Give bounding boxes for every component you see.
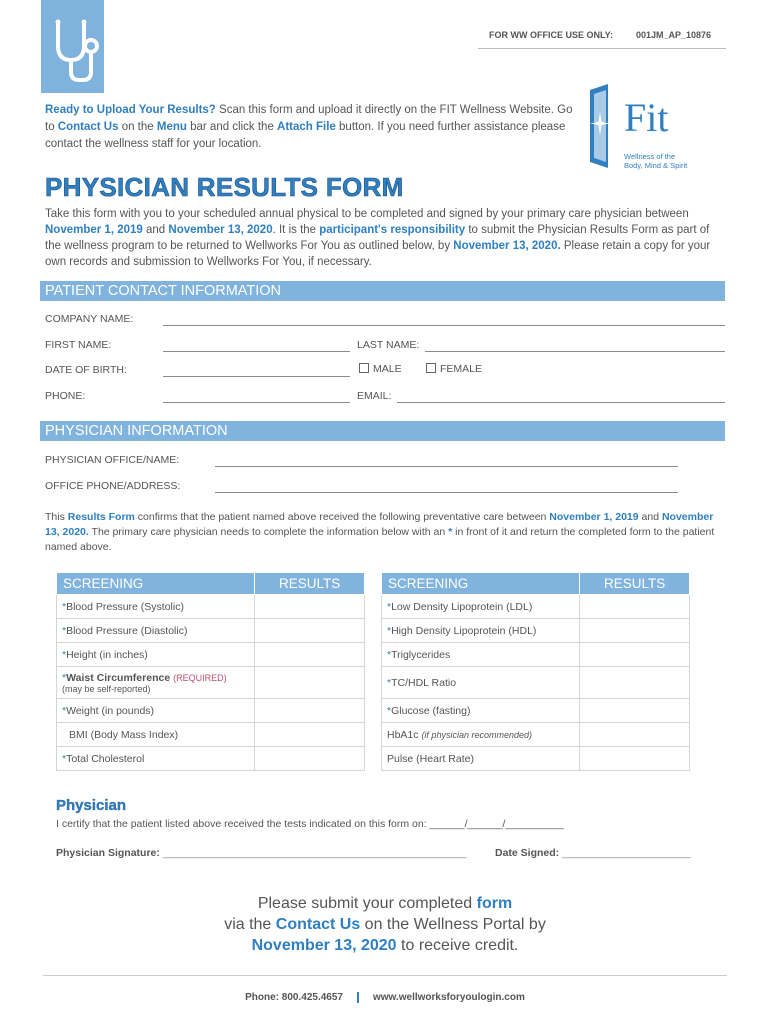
fit-logo [588, 82, 693, 177]
male-checkbox[interactable] [359, 363, 369, 373]
submit-text: on the Wellness Portal by [360, 916, 546, 933]
date-end: November 13, 2020. [45, 511, 714, 538]
menu-ref: Menu [156, 121, 187, 133]
stethoscope-icon [41, 0, 104, 93]
footer-divider [43, 975, 727, 976]
first-name-field[interactable] [163, 351, 350, 352]
table-row [382, 619, 690, 643]
table-row [382, 723, 690, 747]
footer [0, 992, 770, 1003]
footer-website-link[interactable]: www.wellworksforyoulogin.com [372, 992, 525, 1004]
result-cell[interactable] [255, 667, 365, 699]
confirm-text: The primary care physician needs to complete the information below with an [88, 526, 449, 538]
female-label: FEMALE [440, 363, 483, 375]
office-phone-label: OFFICE PHONE/ADDRESS: [45, 480, 181, 492]
table-row [57, 747, 365, 771]
signature-label [56, 847, 466, 859]
intro-text: Take this form with you to your scheduled annual physical to be completed and signed by your primary care physician between [45, 208, 689, 220]
screening-label: Weight (in pounds) [66, 704, 155, 717]
required-star: * [448, 526, 453, 538]
phone-field[interactable] [163, 402, 350, 403]
fit-word: Fit [624, 95, 669, 140]
result-cell[interactable] [255, 699, 365, 723]
screening-label: TC/HDL Ratio [391, 676, 457, 689]
results-form-ref: Results Form [67, 511, 135, 523]
email-field[interactable] [397, 402, 725, 403]
required-note: (REQUIRED) [173, 672, 227, 683]
confirm-text: This [45, 511, 68, 523]
confirm-paragraph [45, 510, 727, 555]
required-star: * [387, 624, 392, 637]
page-title: PHYSICIAN RESULTS FORM [45, 172, 404, 202]
result-cell[interactable] [255, 747, 365, 771]
screening-label: Pulse (Heart Rate) [387, 752, 474, 765]
result-cell[interactable] [255, 619, 365, 643]
date-start: November 1, 2019 [45, 224, 143, 236]
footer-phone: Phone: 800.425.4657 [245, 992, 343, 1004]
screening-label: Glucose (fasting) [391, 704, 471, 717]
required-star: * [62, 704, 67, 717]
screening-label: HbA1c [387, 728, 419, 741]
submit-text: Please submit your completed [257, 895, 477, 912]
date-start: November 1, 2019 [549, 511, 639, 523]
confirm-text: and [638, 511, 662, 523]
male-label: MALE [373, 363, 402, 375]
required-star: * [62, 648, 67, 661]
logo-box [41, 0, 104, 93]
screening-subnote: (may be self-reported) [62, 683, 151, 694]
intro-text: to submit the Physician Results Form as part of the wellness program to be returned to Wellworks For You as outlined below, by [45, 224, 710, 252]
attach-file-ref: Attach File [277, 121, 336, 133]
phone-label: PHONE: [45, 390, 86, 402]
date-deadline: November 13, 2020. [453, 240, 561, 252]
table-row [382, 747, 690, 771]
screening-table-left [56, 572, 365, 771]
physician-title: Physician [56, 797, 127, 814]
result-cell[interactable] [580, 747, 690, 771]
table-row [57, 667, 365, 699]
screening-label: High Density Lipoprotein (HDL) [391, 624, 537, 637]
intro-paragraph [45, 206, 725, 270]
screening-label: Height (in inches) [66, 648, 148, 661]
result-cell[interactable] [580, 699, 690, 723]
submit-text: via the [224, 916, 276, 933]
intro-text: . It is the [272, 224, 320, 236]
company-name-label: COMPANY NAME: [45, 313, 134, 325]
result-cell[interactable] [255, 643, 365, 667]
required-star: * [62, 752, 67, 765]
table-row [382, 595, 690, 619]
date-signed-label [495, 847, 691, 859]
table-row [382, 643, 690, 667]
upload-text: button. If you need further assistance please contact the wellness staff for your location. [45, 121, 566, 150]
result-cell[interactable] [580, 667, 690, 699]
physician-office-label: PHYSICIAN OFFICE/NAME: [45, 454, 180, 466]
screening-label: Low Density Lipoprotein (LDL) [391, 600, 533, 613]
screening-label: Triglycerides [391, 648, 451, 661]
patient-section-heading: PATIENT CONTACT INFORMATION [40, 281, 725, 301]
female-checkbox[interactable] [426, 363, 436, 373]
table-row [382, 667, 690, 699]
fit-tagline-1: Wellness of the [624, 152, 676, 161]
upload-instructions [45, 102, 585, 153]
confirm-text: confirms that the patient named above received the following preventative care between [134, 511, 550, 523]
required-star: * [62, 624, 67, 637]
date-signed-field[interactable]: ______________________ [562, 847, 691, 859]
physician-section-heading: PHYSICIAN INFORMATION [40, 421, 725, 441]
last-name-field[interactable] [425, 351, 725, 352]
upload-lead: Ready to Upload Your Results? [45, 104, 216, 116]
footer-separator [357, 992, 359, 1003]
upload-text: Scan this form and upload it directly on the FIT Wellness Website. Go to [45, 104, 573, 133]
required-star: * [62, 600, 67, 613]
submit-instructions [0, 893, 770, 956]
fit-tagline-2: Body, Mind & Spirit [624, 161, 688, 170]
company-name-field[interactable] [163, 325, 725, 326]
table-row [57, 595, 365, 619]
table-row [57, 619, 365, 643]
physician-office-field[interactable] [215, 466, 678, 467]
required-star: * [387, 600, 392, 613]
upload-text: on the [118, 121, 157, 133]
required-star: * [387, 648, 392, 661]
screening-table-right [381, 572, 690, 771]
certify-text: I certify that the patient listed above received the tests indicated on this form on: ______/______/__________ [56, 818, 564, 830]
table-row [382, 699, 690, 723]
intro-text: and [142, 224, 169, 236]
required-star: * [387, 704, 392, 717]
upload-text: bar and click the [186, 121, 278, 133]
screening-header: SCREENING [382, 573, 580, 595]
screening-note: (if physician recommended) [421, 729, 532, 740]
table-row [57, 723, 365, 747]
form-ref: form [476, 895, 513, 912]
office-code: 001JM_AP_10876 [636, 30, 712, 40]
required-star: * [387, 676, 392, 689]
result-cell[interactable] [580, 643, 690, 667]
result-cell[interactable] [255, 723, 365, 747]
dob-label: DATE OF BIRTH: [45, 364, 127, 376]
result-cell[interactable] [580, 619, 690, 643]
results-header: RESULTS [255, 573, 365, 595]
screening-label: Blood Pressure (Systolic) [66, 600, 184, 613]
submit-deadline: November 13, 2020 [251, 937, 397, 954]
date-signed-label-text: Date Signed: [495, 847, 560, 859]
signature-field[interactable]: ____________________________________________________ [162, 847, 467, 859]
screening-header: SCREENING [57, 573, 255, 595]
contact-us-link[interactable]: Contact Us [57, 121, 119, 133]
results-header: RESULTS [580, 573, 690, 595]
required-star: * [62, 671, 67, 684]
date-end: November 13, 2020 [168, 224, 273, 236]
result-cell[interactable] [255, 595, 365, 619]
office-phone-field[interactable] [215, 492, 678, 493]
signature-label-text: Physician Signature: [56, 847, 160, 859]
contact-us-link[interactable]: Contact Us [275, 916, 361, 933]
email-label: EMAIL: [357, 390, 392, 402]
dob-field[interactable] [163, 376, 350, 377]
submit-text: to receive credit. [396, 937, 519, 954]
first-name-label: FIRST NAME: [45, 339, 112, 351]
intro-text: Please retain a copy for your own records and submission to Wellworks For You, if necessary. [45, 240, 711, 268]
result-cell[interactable] [580, 595, 690, 619]
result-cell[interactable] [580, 723, 690, 747]
office-divider [478, 48, 726, 49]
screening-label: Total Cholesterol [66, 752, 145, 765]
office-use-label: FOR WW OFFICE USE ONLY: [489, 30, 613, 40]
screening-label: BMI (Body Mass Index) [69, 728, 179, 741]
table-row [57, 643, 365, 667]
table-row [57, 699, 365, 723]
responsibility-text: participant's responsibility [319, 224, 466, 236]
confirm-text: in front of it and return the completed form to the patient named above. [45, 526, 715, 553]
last-name-label: LAST NAME: [357, 339, 420, 351]
screening-label: Waist Circumference [66, 671, 171, 684]
screening-label: Blood Pressure (Diastolic) [66, 624, 188, 637]
